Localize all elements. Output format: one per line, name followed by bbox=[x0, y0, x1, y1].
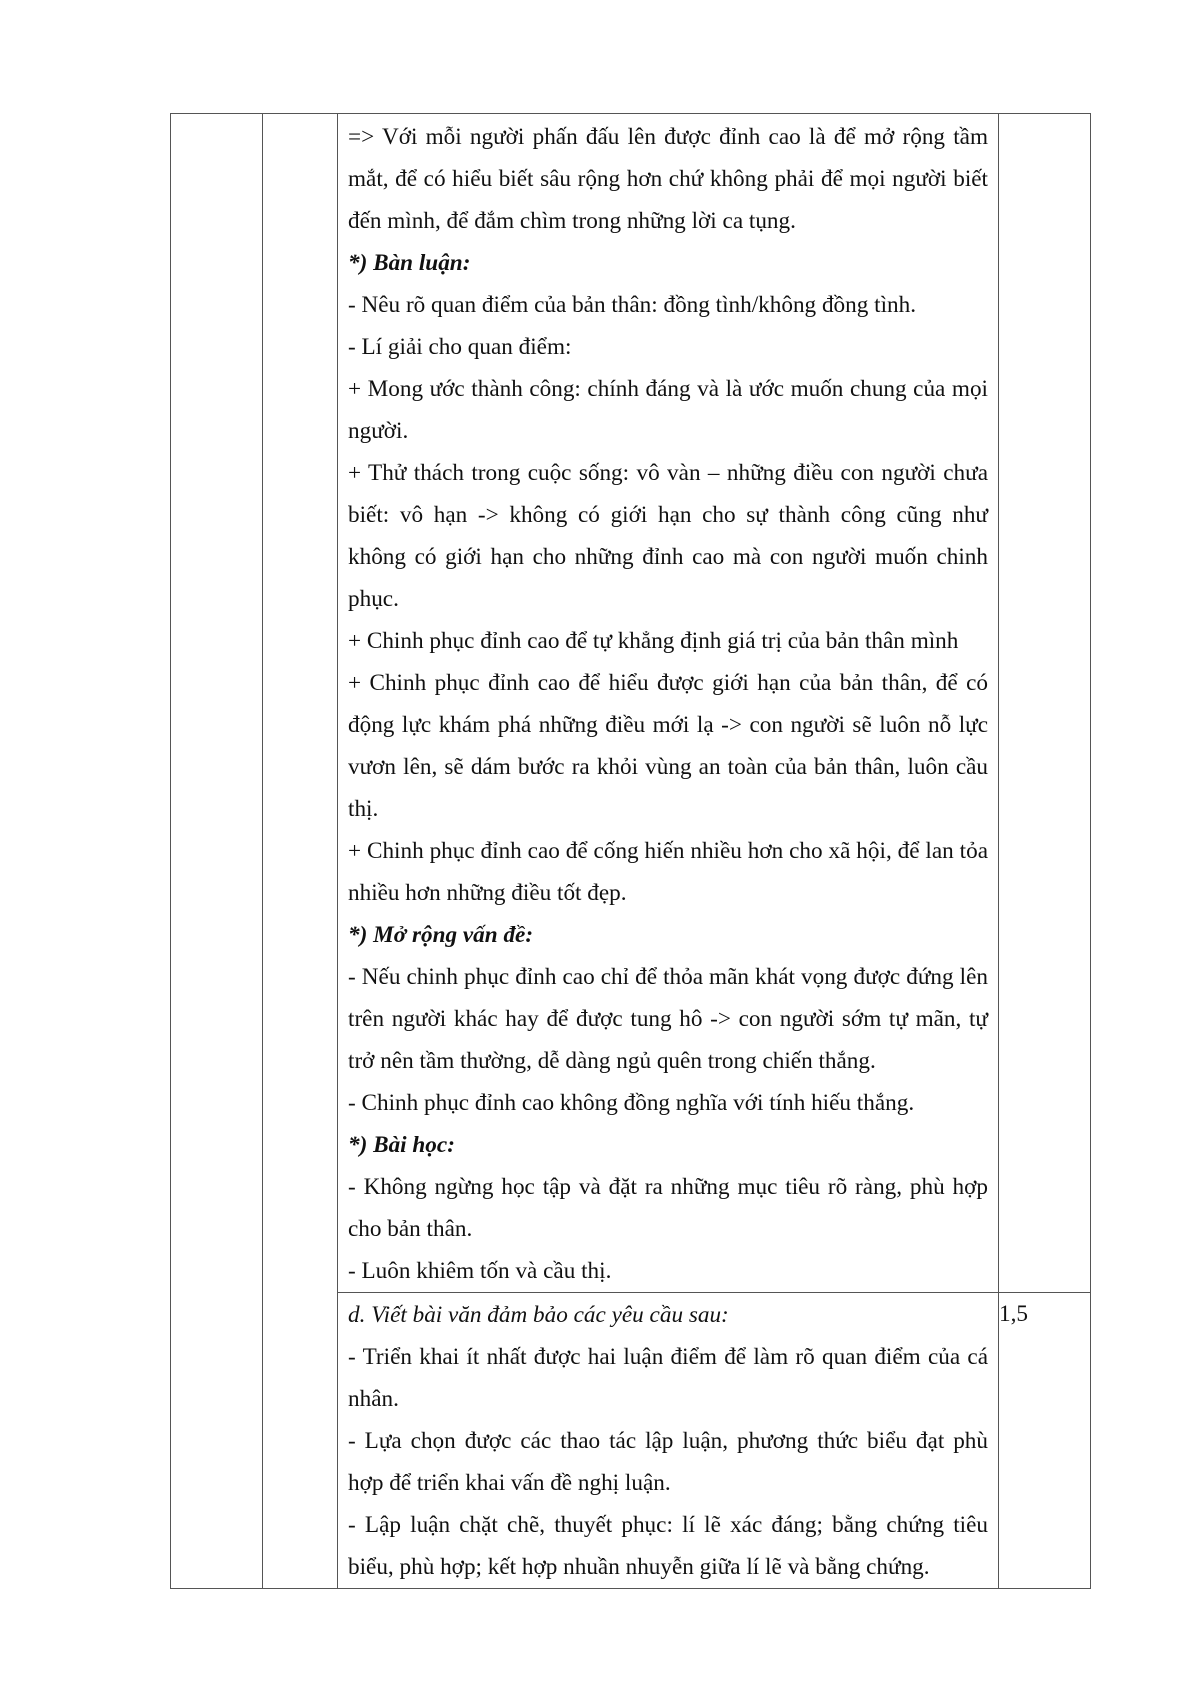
paragraph: - Nếu chinh phục đỉnh cao chỉ để thỏa mãn khát vọng được đứng lên trên người khác hay để được tung hô -> con người sớm tự mãn, tự trở nên tầm thường, dễ dàng ngủ quên trong chiến thắng. bbox=[348, 964, 988, 1074]
section-heading: *) Mở rộng vấn đề: bbox=[348, 922, 534, 948]
answer-key-table bbox=[170, 113, 1091, 1589]
paragraph: + Chinh phục đỉnh cao để hiểu được giới hạn của bản thân, để có động lực khám phá những điều mới lạ -> con người sẽ luôn nỗ lực vươn lên, sẽ dám bước ra khỏi vùng an toàn của bản thân, luôn cầu thị. bbox=[348, 670, 988, 822]
paragraph: - Không ngừng học tập và đặt ra những mục tiêu rõ ràng, phù hợp cho bản thân. bbox=[348, 1174, 988, 1242]
section-heading: *) Bàn luận: bbox=[348, 250, 471, 276]
question-number-cell bbox=[171, 114, 263, 1589]
table-row bbox=[171, 114, 1091, 1293]
content-block bbox=[338, 114, 998, 1292]
content-cell bbox=[338, 114, 999, 1293]
content-block bbox=[338, 1293, 998, 1588]
paragraph: - Luôn khiêm tốn và cầu thị. bbox=[348, 1258, 612, 1284]
part-cell bbox=[263, 114, 338, 1589]
paragraph: + Chinh phục đỉnh cao để cống hiến nhiều hơn cho xã hội, để lan tỏa nhiều hơn những điều tốt đẹp. bbox=[348, 838, 988, 906]
paragraph: + Thử thách trong cuộc sống: vô vàn – những điều con người chưa biết: vô hạn -> không có giới hạn cho sự thành công cũng như không có giới hạn cho những đỉnh cao mà con người muốn chinh phục. bbox=[348, 460, 988, 612]
paragraph: - Chinh phục đỉnh cao không đồng nghĩa với tính hiếu thắng. bbox=[348, 1090, 915, 1116]
section-heading: d. Viết bài văn đảm bảo các yêu cầu sau: bbox=[348, 1302, 729, 1328]
paragraph: + Mong ước thành công: chính đáng và là ước muốn chung của mọi người. bbox=[348, 376, 988, 444]
score-cell bbox=[999, 114, 1091, 1293]
paragraph: - Triển khai ít nhất được hai luận điểm để làm rõ quan điểm của cá nhân. bbox=[348, 1344, 988, 1412]
paragraph: - Lập luận chặt chẽ, thuyết phục: lí lẽ xác đáng; bằng chứng tiêu biểu, phù hợp; kết hợp nhuần nhuyễn giữa lí lẽ và bằng chứng. bbox=[348, 1512, 988, 1580]
paragraph: - Lựa chọn được các thao tác lập luận, phương thức biểu đạt phù hợp để triển khai vấn đề nghị luận. bbox=[348, 1428, 988, 1496]
score-cell: 1,5 bbox=[999, 1293, 1091, 1589]
paragraph: - Nêu rõ quan điểm của bản thân: đồng tình/không đồng tình. bbox=[348, 292, 916, 318]
paragraph: => Với mỗi người phấn đấu lên được đỉnh cao là để mở rộng tầm mắt, để có hiểu biết sâu rộng hơn chứ không phải để mọi người biết đến mình, để đắm chìm trong những lời ca tụng. bbox=[348, 124, 988, 234]
section-heading: *) Bài học: bbox=[348, 1132, 455, 1158]
content-cell bbox=[338, 1293, 999, 1589]
paragraph: + Chinh phục đỉnh cao để tự khẳng định giá trị của bản thân mình bbox=[348, 628, 959, 654]
paragraph: - Lí giải cho quan điểm: bbox=[348, 334, 572, 360]
